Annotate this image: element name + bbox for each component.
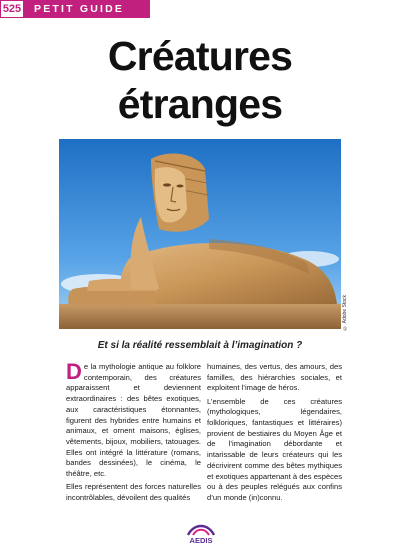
series-label: PETIT GUIDE xyxy=(34,3,125,15)
drop-cap: D xyxy=(66,359,82,384)
series-number: 525 xyxy=(0,0,24,18)
paragraph xyxy=(66,359,201,480)
paragraph: Elles représentent des forces naturelles incontrôlables, dévoilent des qualités xyxy=(66,482,201,502)
series-banner xyxy=(0,0,150,18)
logo-text: AEDIS xyxy=(189,536,213,545)
paragraph: L’ensemble de ces créatures (mythologiques, légendaires, folkloriques, fantastiques et littéraires) provient de bestiaires du Moyen Âge et de l’imagination débordante et intarissable de leurs créateurs qui les décrivirent comme des bêtes mythiques et exotiques appartenant à des espèces ou à des peuples relégués aux confins d’un monde (in)connu. xyxy=(207,396,342,502)
image-credit: © Adobe Stock xyxy=(342,295,348,331)
page-title xyxy=(0,32,400,128)
title-line-1: Créatures xyxy=(107,33,293,79)
body-column-left xyxy=(66,359,201,506)
cover-image-sphinx xyxy=(59,139,341,329)
paragraph-text: e la mythologie antique au folklore contemporain, des créatures apparaissent et deviennent extraordinaires : des bêtes exotiques, aux caractéristiques étonnantes, figurent des hybrides entre humains et animaux, et ornent maisons, églises, vêtements, bijoux, mobiliers, tatouages. Elles ont intégré la littérature (romans, bandes dessinées), le cinéma, le théâtre, etc. xyxy=(66,362,201,479)
subtitle: Et si la réalité ressemblait à l’imagination ? xyxy=(97,340,303,351)
title-line-2: étranges xyxy=(117,81,283,127)
body-column-right xyxy=(207,362,342,506)
publisher-logo xyxy=(184,521,218,545)
paragraph: humaines, des vertus, des amours, des familles, des hiérarchies sociales, et exploitent l’image de héros. xyxy=(207,362,342,393)
